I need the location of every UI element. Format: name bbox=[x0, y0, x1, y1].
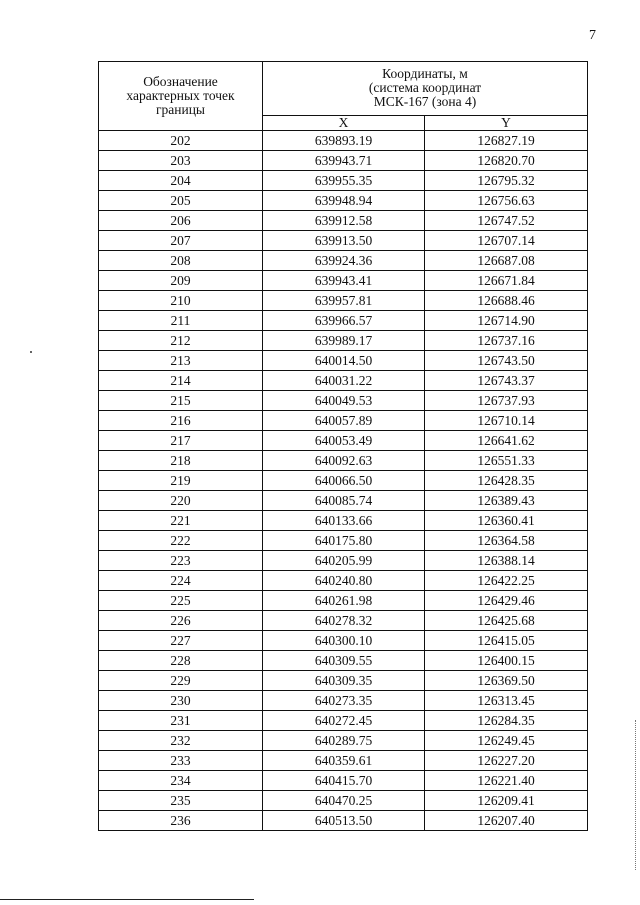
table-row bbox=[99, 451, 588, 471]
y-coordinate-cell: 126249.45 bbox=[425, 731, 588, 751]
point-cell: 229 bbox=[99, 671, 263, 691]
table-row bbox=[99, 211, 588, 231]
point-cell: 217 bbox=[99, 431, 263, 451]
y-coordinate-cell: 126743.37 bbox=[425, 371, 588, 391]
table-row bbox=[99, 811, 588, 831]
y-coordinate-cell: 126425.68 bbox=[425, 611, 588, 631]
point-cell: 234 bbox=[99, 771, 263, 791]
y-coordinate-cell: 126227.20 bbox=[425, 751, 588, 771]
coords-header-line-1: Координаты, м bbox=[382, 66, 468, 82]
table-row bbox=[99, 691, 588, 711]
x-coordinate-cell: 640261.98 bbox=[263, 591, 425, 611]
point-cell: 205 bbox=[99, 191, 263, 211]
point-cell: 207 bbox=[99, 231, 263, 251]
coords-header-line-2: (система координат bbox=[368, 80, 482, 96]
table-row bbox=[99, 611, 588, 631]
y-coordinate-cell: 126551.33 bbox=[425, 451, 588, 471]
x-coordinate-cell: 640273.35 bbox=[263, 691, 425, 711]
point-cell: 231 bbox=[99, 711, 263, 731]
y-coordinate-cell: 126795.32 bbox=[425, 171, 588, 191]
table-row bbox=[99, 551, 588, 571]
y-coordinate-cell: 126313.45 bbox=[425, 691, 588, 711]
y-coordinate-cell: 126743.50 bbox=[425, 351, 588, 371]
x-coordinate-cell: 640053.49 bbox=[263, 431, 425, 451]
point-header-line-3: границы bbox=[155, 102, 206, 117]
x-coordinate-cell: 640066.50 bbox=[263, 471, 425, 491]
point-cell: 203 bbox=[99, 151, 263, 171]
y-coordinate-cell: 126710.14 bbox=[425, 411, 588, 431]
point-cell: 214 bbox=[99, 371, 263, 391]
x-coordinate-cell: 640057.89 bbox=[263, 411, 425, 431]
scan-dot bbox=[30, 351, 32, 353]
point-cell: 202 bbox=[99, 131, 263, 151]
y-coordinate-cell: 126415.05 bbox=[425, 631, 588, 651]
table-row bbox=[99, 151, 588, 171]
y-coordinate-cell: 126707.14 bbox=[425, 231, 588, 251]
y-coordinate-cell: 126747.52 bbox=[425, 211, 588, 231]
table-row bbox=[99, 311, 588, 331]
table-row bbox=[99, 471, 588, 491]
x-coordinate-cell: 640278.32 bbox=[263, 611, 425, 631]
x-coordinate-cell: 639989.17 bbox=[263, 331, 425, 351]
y-coordinate-cell: 126209.41 bbox=[425, 791, 588, 811]
table-row bbox=[99, 631, 588, 651]
table-row bbox=[99, 431, 588, 451]
table-row bbox=[99, 671, 588, 691]
table-row bbox=[99, 491, 588, 511]
table-row bbox=[99, 411, 588, 431]
table-row bbox=[99, 651, 588, 671]
x-coordinate-cell: 640240.80 bbox=[263, 571, 425, 591]
y-coordinate-cell: 126827.19 bbox=[425, 131, 588, 151]
table-row bbox=[99, 251, 588, 271]
table-row bbox=[99, 171, 588, 191]
y-coordinate-cell: 126422.25 bbox=[425, 571, 588, 591]
y-column-header: Y bbox=[425, 115, 588, 130]
x-coordinate-cell: 640513.50 bbox=[263, 811, 425, 831]
point-cell: 209 bbox=[99, 271, 263, 291]
table-row bbox=[99, 771, 588, 791]
point-cell: 206 bbox=[99, 211, 263, 231]
table-row bbox=[99, 191, 588, 211]
x-coordinate-cell: 640415.70 bbox=[263, 771, 425, 791]
x-coordinate-cell: 640092.63 bbox=[263, 451, 425, 471]
table-row bbox=[99, 291, 588, 311]
x-coordinate-cell: 639955.35 bbox=[263, 171, 425, 191]
coords-header-line-3: МСК-167 (зона 4) bbox=[373, 94, 477, 110]
point-cell: 226 bbox=[99, 611, 263, 631]
x-coordinate-cell: 640014.50 bbox=[263, 351, 425, 371]
x-coordinate-cell: 639893.19 bbox=[263, 131, 425, 151]
x-coordinate-cell: 639924.36 bbox=[263, 251, 425, 271]
table-row bbox=[99, 331, 588, 351]
y-coordinate-cell: 126388.14 bbox=[425, 551, 588, 571]
point-cell: 224 bbox=[99, 571, 263, 591]
table-row bbox=[99, 791, 588, 811]
table-row bbox=[99, 731, 588, 751]
x-coordinate-cell: 639948.94 bbox=[263, 191, 425, 211]
y-coordinate-cell: 126737.93 bbox=[425, 391, 588, 411]
x-coordinate-cell: 640049.53 bbox=[263, 391, 425, 411]
y-coordinate-cell: 126428.35 bbox=[425, 471, 588, 491]
table-row bbox=[99, 271, 588, 291]
x-coordinate-cell: 639966.57 bbox=[263, 311, 425, 331]
x-coordinate-cell: 640205.99 bbox=[263, 551, 425, 571]
table-row bbox=[99, 511, 588, 531]
table-body bbox=[99, 131, 588, 831]
point-cell: 216 bbox=[99, 411, 263, 431]
table-row bbox=[99, 531, 588, 551]
y-coordinate-cell: 126737.16 bbox=[425, 331, 588, 351]
coordinates-header bbox=[263, 62, 588, 116]
coordinates-table bbox=[98, 61, 588, 831]
x-coordinate-cell: 640470.25 bbox=[263, 791, 425, 811]
table-row bbox=[99, 351, 588, 371]
y-coordinate-cell: 126714.90 bbox=[425, 311, 588, 331]
point-cell: 227 bbox=[99, 631, 263, 651]
y-coordinate-cell: 126671.84 bbox=[425, 271, 588, 291]
table-row bbox=[99, 711, 588, 731]
footnote-separator bbox=[0, 899, 254, 900]
x-coordinate-cell: 639957.81 bbox=[263, 291, 425, 311]
x-coordinate-cell: 639943.41 bbox=[263, 271, 425, 291]
x-coordinate-cell: 639913.50 bbox=[263, 231, 425, 251]
x-coordinate-cell: 640289.75 bbox=[263, 731, 425, 751]
y-coordinate-cell: 126400.15 bbox=[425, 651, 588, 671]
point-cell: 223 bbox=[99, 551, 263, 571]
x-coordinate-cell: 640300.10 bbox=[263, 631, 425, 651]
point-cell: 211 bbox=[99, 311, 263, 331]
x-coordinate-cell: 640309.35 bbox=[263, 671, 425, 691]
x-column-header: X bbox=[263, 115, 425, 130]
point-cell: 212 bbox=[99, 331, 263, 351]
table-row bbox=[99, 751, 588, 771]
y-coordinate-cell: 126429.46 bbox=[425, 591, 588, 611]
page-number: 7 bbox=[589, 28, 596, 43]
point-cell: 204 bbox=[99, 171, 263, 191]
y-coordinate-cell: 126688.46 bbox=[425, 291, 588, 311]
x-coordinate-cell: 640085.74 bbox=[263, 491, 425, 511]
x-coordinate-cell: 640272.45 bbox=[263, 711, 425, 731]
point-cell: 215 bbox=[99, 391, 263, 411]
point-cell: 210 bbox=[99, 291, 263, 311]
y-coordinate-cell: 126389.43 bbox=[425, 491, 588, 511]
y-coordinate-cell: 126364.58 bbox=[425, 531, 588, 551]
table-row bbox=[99, 391, 588, 411]
x-coordinate-cell: 640133.66 bbox=[263, 511, 425, 531]
y-coordinate-cell: 126756.63 bbox=[425, 191, 588, 211]
x-coordinate-cell: 640309.55 bbox=[263, 651, 425, 671]
point-cell: 218 bbox=[99, 451, 263, 471]
point-header-line-1: Обозначение bbox=[143, 74, 218, 89]
point-cell: 213 bbox=[99, 351, 263, 371]
point-designation-header bbox=[99, 62, 263, 131]
table-row bbox=[99, 131, 588, 151]
y-coordinate-cell: 126221.40 bbox=[425, 771, 588, 791]
point-cell: 228 bbox=[99, 651, 263, 671]
y-coordinate-cell: 126284.35 bbox=[425, 711, 588, 731]
table-row bbox=[99, 591, 588, 611]
point-cell: 232 bbox=[99, 731, 263, 751]
y-coordinate-cell: 126360.41 bbox=[425, 511, 588, 531]
table-row bbox=[99, 371, 588, 391]
y-coordinate-cell: 126820.70 bbox=[425, 151, 588, 171]
x-coordinate-cell: 639943.71 bbox=[263, 151, 425, 171]
y-coordinate-cell: 126687.08 bbox=[425, 251, 588, 271]
point-cell: 225 bbox=[99, 591, 263, 611]
point-cell: 222 bbox=[99, 531, 263, 551]
x-coordinate-cell: 640031.22 bbox=[263, 371, 425, 391]
x-coordinate-cell: 640359.61 bbox=[263, 751, 425, 771]
table-row bbox=[99, 571, 588, 591]
point-cell: 219 bbox=[99, 471, 263, 491]
x-coordinate-cell: 639912.58 bbox=[263, 211, 425, 231]
scan-edge-mark bbox=[635, 720, 637, 870]
point-cell: 236 bbox=[99, 811, 263, 831]
y-coordinate-cell: 126641.62 bbox=[425, 431, 588, 451]
point-cell: 233 bbox=[99, 751, 263, 771]
point-cell: 230 bbox=[99, 691, 263, 711]
table-row bbox=[99, 231, 588, 251]
x-coordinate-cell: 640175.80 bbox=[263, 531, 425, 551]
point-cell: 221 bbox=[99, 511, 263, 531]
point-cell: 208 bbox=[99, 251, 263, 271]
y-coordinate-cell: 126207.40 bbox=[425, 811, 588, 831]
point-header-line-2: характерных точек bbox=[126, 88, 235, 103]
point-cell: 235 bbox=[99, 791, 263, 811]
y-coordinate-cell: 126369.50 bbox=[425, 671, 588, 691]
point-cell: 220 bbox=[99, 491, 263, 511]
